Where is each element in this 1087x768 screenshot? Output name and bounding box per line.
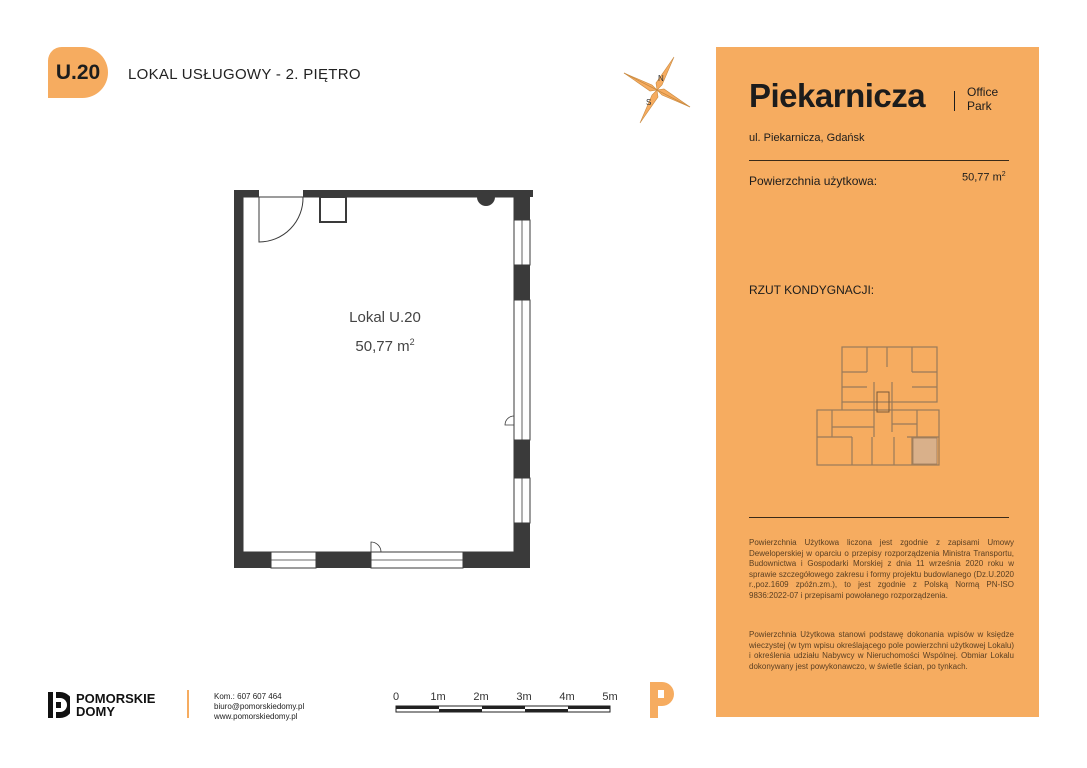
contact-info [214,692,304,722]
address: ul. Piekarnicza, Gdańsk [749,132,865,144]
room-name: Lokal U.20 [349,309,421,326]
scale-label-1m: 1m [430,691,446,703]
brand-subtitle [967,85,998,113]
brand-sub-line2: Park [967,99,992,113]
room-area [300,330,470,359]
scale-label-3m: 3m [516,691,532,703]
footer-divider [187,690,189,718]
piekarnicza-p-icon [648,680,680,720]
scale-label-4m: 4m [559,691,575,703]
room-area-value: 50,77 m [355,338,410,355]
brand-name: Piekarnicza [749,77,926,114]
company-line2: DOMY [76,704,115,719]
area-label: Powierzchnia użytkowa: [749,174,878,188]
unit-code: U.20 [55,60,101,84]
floor-plan-label: RZUT KONDYGNACJI: [749,283,875,297]
info-panel [716,47,1039,717]
divider-bottom [749,517,1009,518]
room-label [300,306,470,359]
legal-note-1: Powierzchnia Użytkowa liczona jest zgodnie z zapisami Umowy Deweloperskiej w oparciu o przepisy rozporządzenia Ministra Transportu, Budownictwa i Gospodarki Morskiej z dnia 11 września 2020 roku w sprawie szczegółowego zakresu i formy projektu budowlanego (Dz.U.2020 r.,poz.1609 zpóźn.zm.), to jest zgodnie z Polską Normą PN-ISO 9836:2022-07 i przepisami powołanego rozporządzenia. [749,538,1014,600]
contact-phone: Kom.: 607 607 464 [214,692,282,701]
compass-icon [622,55,692,125]
scale-label-0: 0 [392,691,400,703]
scale-label-2m: 2m [473,691,489,703]
divider-top [749,160,1009,161]
scale-bar [388,688,620,718]
floor-plan [225,180,545,580]
pomorskie-domy-icon [48,692,70,718]
area-value-number: 50,77 m [962,171,1002,184]
room-area-unit-sup: 2 [409,337,415,347]
compass-south-label: S [646,98,652,107]
company-line1: POMORSKIE [76,691,156,706]
contact-web[interactable]: www.pomorskiedomy.pl [214,712,298,721]
legal-note-2: Powierzchnia Użytkowa stanowi podstawę dokonania wpisów w księdze wieczystej (w tym wpisu określającego pole powierzchni użytkowej Lokalu) i określenia udziału Nabywcy w Nieruchomości Wspólnej. Obmiar Lokalu dokonywany jest powykonawczo, w świetle ścian, po tynkach. [749,630,1014,671]
scale-label-5m: 5m [602,691,618,703]
brand-divider [954,91,955,111]
building-floor-plan [812,342,944,470]
area-value-sup: 2 [1001,171,1006,178]
contact-email[interactable]: biuro@pomorskiedomy.pl [214,702,305,711]
unit-badge [48,47,108,98]
pomorskie-domy-logo [48,692,155,718]
brand-sub-line1: Office [967,85,999,99]
compass-north-label: N [658,74,664,83]
unit-title: LOKAL USŁUGOWY - 2. PIĘTRO [128,66,361,83]
area-value [962,171,1006,184]
